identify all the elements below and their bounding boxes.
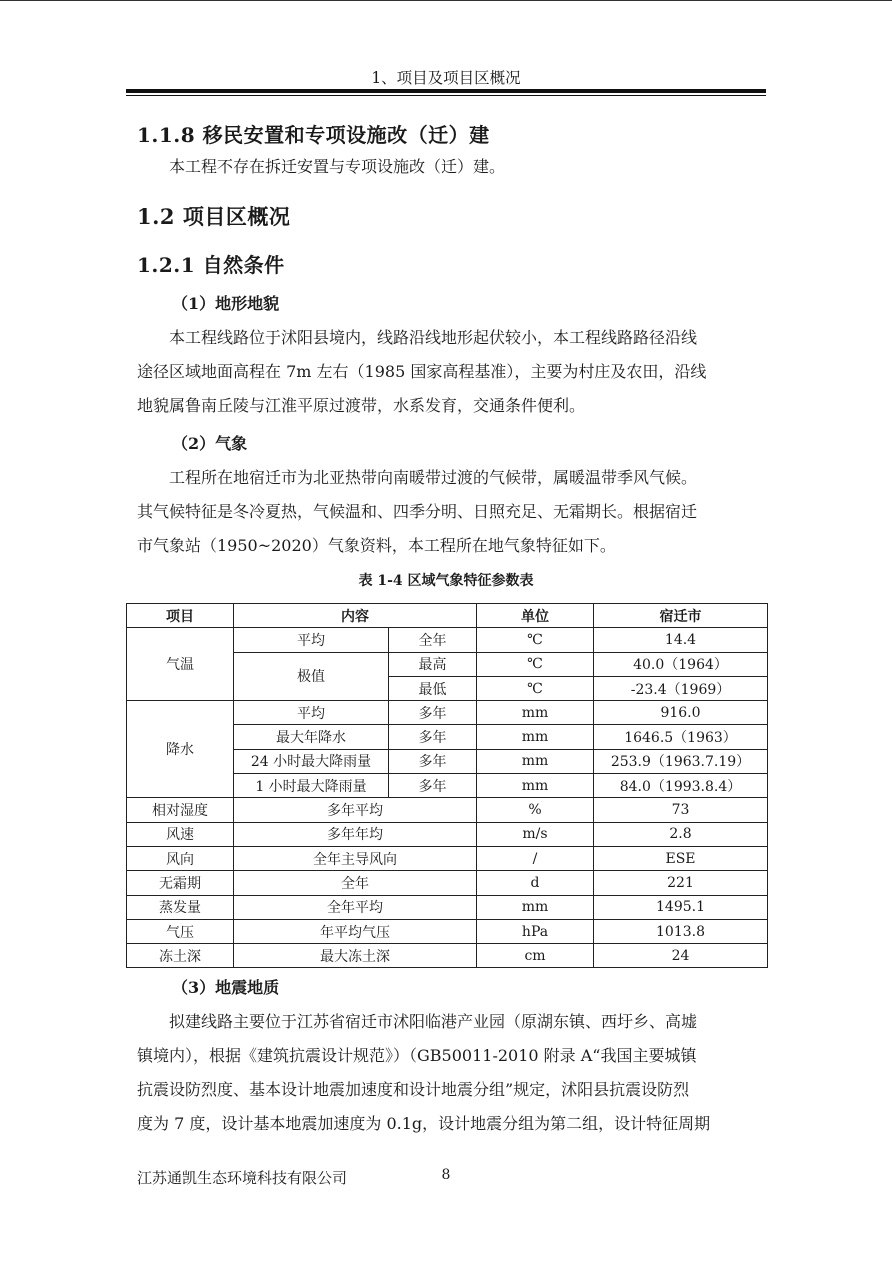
paragraph-line: 途径区域地面高程在 7m 左右（1985 国家高程基准），主要为村庄及农田，沿线	[137, 362, 707, 381]
table-row	[127, 822, 768, 846]
cell: 14.4	[594, 628, 768, 652]
weather-heading: （2）气象	[172, 434, 248, 453]
cell: ℃	[477, 652, 594, 676]
cell: 全年平均	[234, 895, 477, 919]
precip-label: 降水	[127, 701, 234, 798]
cell: mm	[477, 749, 594, 773]
cell: 最大冻土深	[234, 944, 477, 968]
cell: 24	[594, 944, 768, 968]
cell: ESE	[594, 846, 768, 870]
cell: mm	[477, 725, 594, 749]
section-1-1-8-text	[137, 150, 759, 184]
page-number: 8	[441, 1167, 451, 1183]
cell: 相对湿度	[127, 798, 234, 822]
cell: 全年	[389, 628, 477, 652]
seismic-heading: （3）地震地质	[172, 978, 280, 997]
header-content: 内容	[234, 604, 477, 628]
cell: 24 小时最大降雨量	[234, 749, 389, 773]
cell: 全年主导风向	[234, 846, 477, 870]
table-row	[127, 871, 768, 895]
cell: 多年	[389, 725, 477, 749]
cell: 2.8	[594, 822, 768, 846]
section-1-2-heading: 1.2 项目区概况	[137, 204, 291, 229]
paragraph-line: 地貌属鲁南丘陵与江淮平原过渡带，水系发育，交通条件便利。	[137, 396, 586, 415]
cell: 多年	[389, 774, 477, 798]
weather-paragraph	[137, 461, 759, 563]
table-row	[127, 798, 768, 822]
cell: 多年	[389, 749, 477, 773]
cell: 蒸发量	[127, 895, 234, 919]
cell: 1013.8	[594, 919, 768, 943]
cell: 全年	[234, 871, 477, 895]
cell: 1 小时最大降雨量	[234, 774, 389, 798]
cell: 最高	[389, 652, 477, 676]
cell: 气压	[127, 919, 234, 943]
seismic-paragraph	[137, 1005, 759, 1141]
cell: 最低	[389, 676, 477, 700]
cell: 无霜期	[127, 871, 234, 895]
table-row	[127, 895, 768, 919]
paragraph-line: 度为 7 度，设计基本地震加速度为 0.1g，设计地震分组为第二组，设计特征周期	[137, 1114, 711, 1133]
cell: 253.9（1963.7.19）	[594, 749, 768, 773]
header-city: 宿迁市	[594, 604, 768, 628]
cell: ℃	[477, 628, 594, 652]
cell: 916.0	[594, 701, 768, 725]
header-rule-thin	[126, 95, 766, 96]
paragraph-line: 抗震设防烈度、基本设计地震加速度和设计地震分组”规定，沭阳县抗震设防烈	[137, 1080, 690, 1099]
cell: cm	[477, 944, 594, 968]
table-caption: 表 1-4 区域气象特征参数表	[358, 573, 534, 589]
table-row	[127, 919, 768, 943]
cell: 多年年均	[234, 822, 477, 846]
table-header-row	[127, 604, 768, 628]
terrain-paragraph	[137, 321, 759, 423]
weather-parameter-table	[126, 603, 768, 968]
paragraph-line: 本工程不存在拆迁安置与专项设施改（迁）建。	[169, 157, 506, 176]
table-row	[127, 628, 768, 652]
page-top-border	[0, 0, 892, 1]
footer-company: 江苏通凯生态环境科技有限公司	[137, 1169, 348, 1187]
header-item: 项目	[127, 604, 234, 628]
table-row	[127, 701, 768, 725]
cell: 风向	[127, 846, 234, 870]
cell: mm	[477, 774, 594, 798]
cell: 风速	[127, 822, 234, 846]
cell: 年平均气压	[234, 919, 477, 943]
cell: mm	[477, 895, 594, 919]
cell: 多年平均	[234, 798, 477, 822]
cell: 1495.1	[594, 895, 768, 919]
section-1-2-1-heading: 1.2.1 自然条件	[137, 253, 285, 277]
cell: 84.0（1993.8.4）	[594, 774, 768, 798]
paragraph-line: 本工程线路位于沭阳县境内，线路沿线地形起伏较小，本工程线路路径沿线	[169, 328, 698, 347]
temp-label: 气温	[127, 628, 234, 701]
paragraph-line: 工程所在地宿迁市为北亚热带向南暖带过渡的气候带，属暖温带季风气候。	[169, 468, 698, 487]
terrain-heading: （1）地形地貌	[172, 294, 280, 313]
cell: 冻土深	[127, 944, 234, 968]
cell: 最大年降水	[234, 725, 389, 749]
paragraph-line: 拟建线路主要位于江苏省宿迁市沭阳临港产业园（原湖东镇、西圩乡、高墟	[169, 1012, 698, 1031]
cell: 40.0（1964）	[594, 652, 768, 676]
cell: d	[477, 871, 594, 895]
cell: 73	[594, 798, 768, 822]
table-row	[127, 846, 768, 870]
table-row	[127, 944, 768, 968]
cell: 221	[594, 871, 768, 895]
cell: 1646.5（1963）	[594, 725, 768, 749]
running-header: 1、项目及项目区概况	[371, 69, 521, 87]
cell: 平均	[234, 628, 389, 652]
cell: m/s	[477, 822, 594, 846]
cell: hPa	[477, 919, 594, 943]
paragraph-line: 市气象站（1950~2020）气象资料，本工程所在地气象特征如下。	[137, 536, 616, 555]
cell: ℃	[477, 676, 594, 700]
section-1-1-8-heading: 1.1.8 移民安置和专项设施改（迁）建	[137, 123, 490, 147]
cell: mm	[477, 701, 594, 725]
header-unit: 单位	[477, 604, 594, 628]
cell: %	[477, 798, 594, 822]
paragraph-line: 其气候特征是冬冷夏热，气候温和、四季分明、日照充足、无霜期长。根据宿迁	[137, 502, 698, 521]
temp-extreme-label: 极值	[234, 652, 389, 701]
header-rule-thick	[126, 89, 766, 93]
cell: -23.4（1969）	[594, 676, 768, 700]
cell: 平均	[234, 701, 389, 725]
cell: 多年	[389, 701, 477, 725]
paragraph-line: 镇境内），根据《建筑抗震设计规范》）（GB50011-2010 附录 A“我国主要城镇	[137, 1046, 697, 1065]
cell: /	[477, 846, 594, 870]
